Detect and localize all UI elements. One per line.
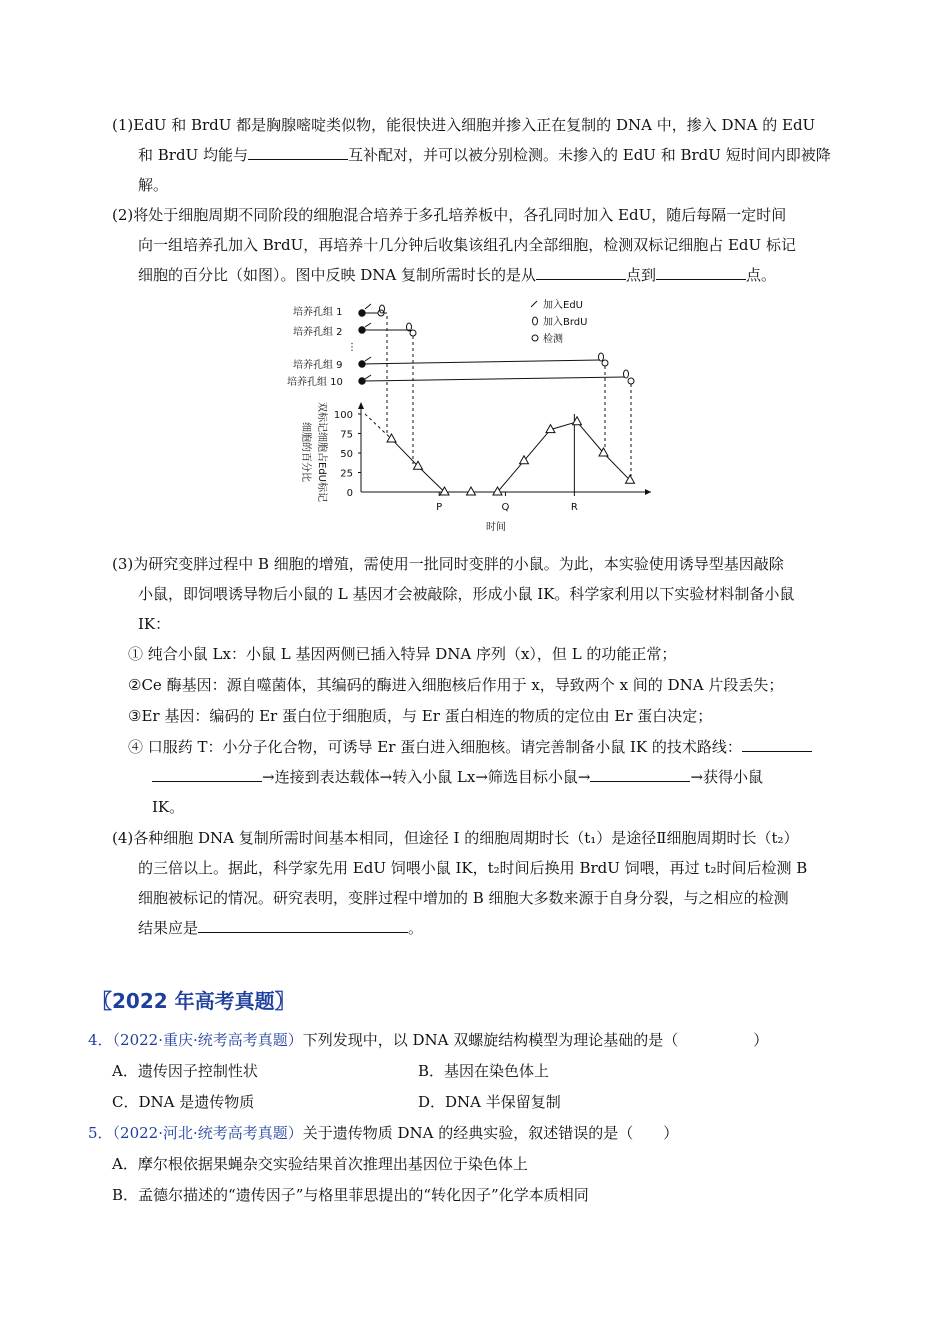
q3-part2-line3: 细胞的百分比（如图）。图中反映 DNA 复制所需时长的是从 点到 点。: [138, 266, 777, 284]
timeline-rows: [359, 304, 634, 384]
material-4: ④ 口服药 T：小分子化合物，可诱导 Er 蛋白进入细胞核。请完善制备小鼠 IK 的技术路线：: [128, 737, 812, 757]
question-source: （2022·重庆·统考高考真题）: [112, 1031, 303, 1049]
series-line: [392, 422, 631, 492]
question-stem: 关于遗传物质 DNA 的经典实验，叙述错误的是（ ）: [302, 1124, 679, 1142]
y-ticks: [334, 410, 361, 499]
answer-blank[interactable]: [536, 265, 626, 280]
route-line: →连接到表达载体→转入小鼠 Lx→筛选目标小鼠→ →获得小鼠: [152, 767, 763, 787]
material-1: ① 纯合小鼠 Lx：小鼠 L 基因两侧已插入特异 DNA 序列（x），但 L 的功能正常；: [128, 645, 677, 663]
q3-part1-line1: (1)EdU 和 BrdU 都是胸腺嘧啶类似物，能很快进入细胞并掺入正在复制的 DNA 中，掺入 DNA 的 EdU: [112, 116, 816, 134]
q3-part3-line2: 小鼠，即饲喂诱导物后小鼠的 L 基因才会被敲除，形成小鼠 IK。科学家利用以下实验材料制备小鼠: [138, 585, 795, 603]
answer-blank[interactable]: [590, 767, 690, 782]
legend-brdu: 加入BrdU: [543, 317, 588, 328]
option-b[interactable]: B．孟德尔描述的“遗传因子”与格里菲思提出的“转化因子”化学本质相同: [112, 1186, 589, 1204]
answer-blank[interactable]: [656, 265, 746, 280]
data-point: [467, 487, 476, 495]
data-point: [440, 487, 449, 495]
group-label: 培养孔组 2: [293, 327, 343, 338]
y-tick-label: 25: [340, 468, 353, 480]
q3-part3-line3: IK：: [138, 615, 171, 633]
material-3: ③Er 基因：编码的 Er 蛋白位于细胞质，与 Er 蛋白相连的物质的定位由 Er 蛋白决定；: [128, 707, 713, 725]
answer-blank[interactable]: [152, 767, 262, 782]
option-d[interactable]: D．DNA 半保留复制: [418, 1093, 561, 1111]
q3-part1-line2: 和 BrdU 均能与 互补配对，并可以被分别检测。未掺入的 EdU 和 BrdU 短时间内即被降: [138, 146, 831, 164]
y-tick-label: 75: [340, 429, 353, 441]
answer-blank[interactable]: [248, 145, 348, 160]
x-axis-label: 时间: [486, 522, 506, 533]
q3-part2-line1: (2)将处于细胞周期不同阶段的细胞混合培养于多孔培养板中，各孔同时加入 EdU，随后每隔一定时间: [112, 206, 787, 224]
question-number: 5．: [88, 1124, 113, 1142]
legend-edu: 加入EdU: [543, 300, 583, 311]
option-a[interactable]: A．摩尔根依据果蝇杂交实验结果首次推理出基因位于染色体上: [112, 1155, 528, 1173]
y-tick-label: 0: [346, 488, 353, 499]
question-5: [88, 1123, 678, 1143]
legend-detect: 检测: [543, 334, 563, 345]
y-tick-label: 100: [333, 410, 353, 421]
answer-blank[interactable]: [198, 918, 408, 933]
option-b[interactable]: B．基因在染色体上: [418, 1062, 550, 1080]
q3-part4-line3: 细胞被标记的情况。研究表明，变胖过程中增加的 B 细胞大多数来源于自身分裂，与之相应的检测: [138, 889, 789, 907]
question-4: [88, 1030, 768, 1050]
y-axis-label-left: 细胞的百分比: [300, 422, 311, 482]
x-tick-label: R: [570, 502, 578, 513]
group-label: 培养孔组 9: [293, 360, 343, 371]
question-number: 4．: [88, 1031, 113, 1049]
answer-blank[interactable]: [742, 737, 812, 752]
q3-part4-line4: 结果应是 。: [138, 919, 424, 937]
data-point: [387, 434, 396, 442]
group-label: ⋮: [347, 342, 357, 353]
group-label: 培养孔组 10: [287, 377, 343, 388]
experiment-figure: [285, 296, 665, 536]
series-line-dashed: [365, 414, 392, 439]
option-c[interactable]: C．DNA 是遗传物质: [112, 1093, 255, 1111]
question-stem: 下列发现中，以 DNA 双螺旋结构模型为理论基础的是（ ）: [302, 1031, 769, 1049]
q3-part4-line2: 的三倍以上。据此，科学家先用 EdU 饲喂小鼠 IK，t₂时间后换用 BrdU 饲喂，再过 t₂时间后检测 B: [138, 859, 808, 877]
material-2: ②Ce 酶基因：源自噬菌体，其编码的酶进入细胞核后作用于 x，导致两个 x 间的 DNA 片段丢失；: [128, 676, 784, 694]
q3-part2-line2: 向一组培养孔加入 BrdU，再培养十几分钟后收集该组孔内全部细胞，检测双标记细胞占 EdU 标记: [138, 236, 796, 254]
data-point: [573, 417, 582, 425]
q3-part1-line3: 解。: [138, 176, 169, 194]
option-a[interactable]: A．遗传因子控制性状: [112, 1062, 258, 1080]
x-tick-label: Q: [501, 502, 510, 513]
route-end: IK。: [152, 798, 185, 816]
y-tick-label: 50: [340, 449, 353, 460]
q3-part3-line1: (3)为研究变胖过程中 B 细胞的增殖，需使用一批同时变胖的小鼠。为此，本实验使用诱导型基因敲除: [112, 555, 784, 573]
question-source: （2022·河北·统考高考真题）: [112, 1124, 303, 1142]
x-ticks: [436, 414, 578, 513]
series-layer: [365, 414, 635, 495]
group-label: 培养孔组 1: [293, 307, 343, 318]
legend: [531, 298, 587, 345]
x-tick-label: P: [436, 502, 443, 513]
q3-part4-line1: (4)各种细胞 DNA 复制所需时间基本相同，但途径 I 的细胞周期时长（t₁）是途径Ⅱ细胞周期时长（t₂）: [112, 829, 799, 847]
section-heading: 〖2022 年高考真题〗: [92, 989, 295, 1013]
y-axis-label-right: 双标记细胞占EdU标记: [316, 402, 327, 502]
